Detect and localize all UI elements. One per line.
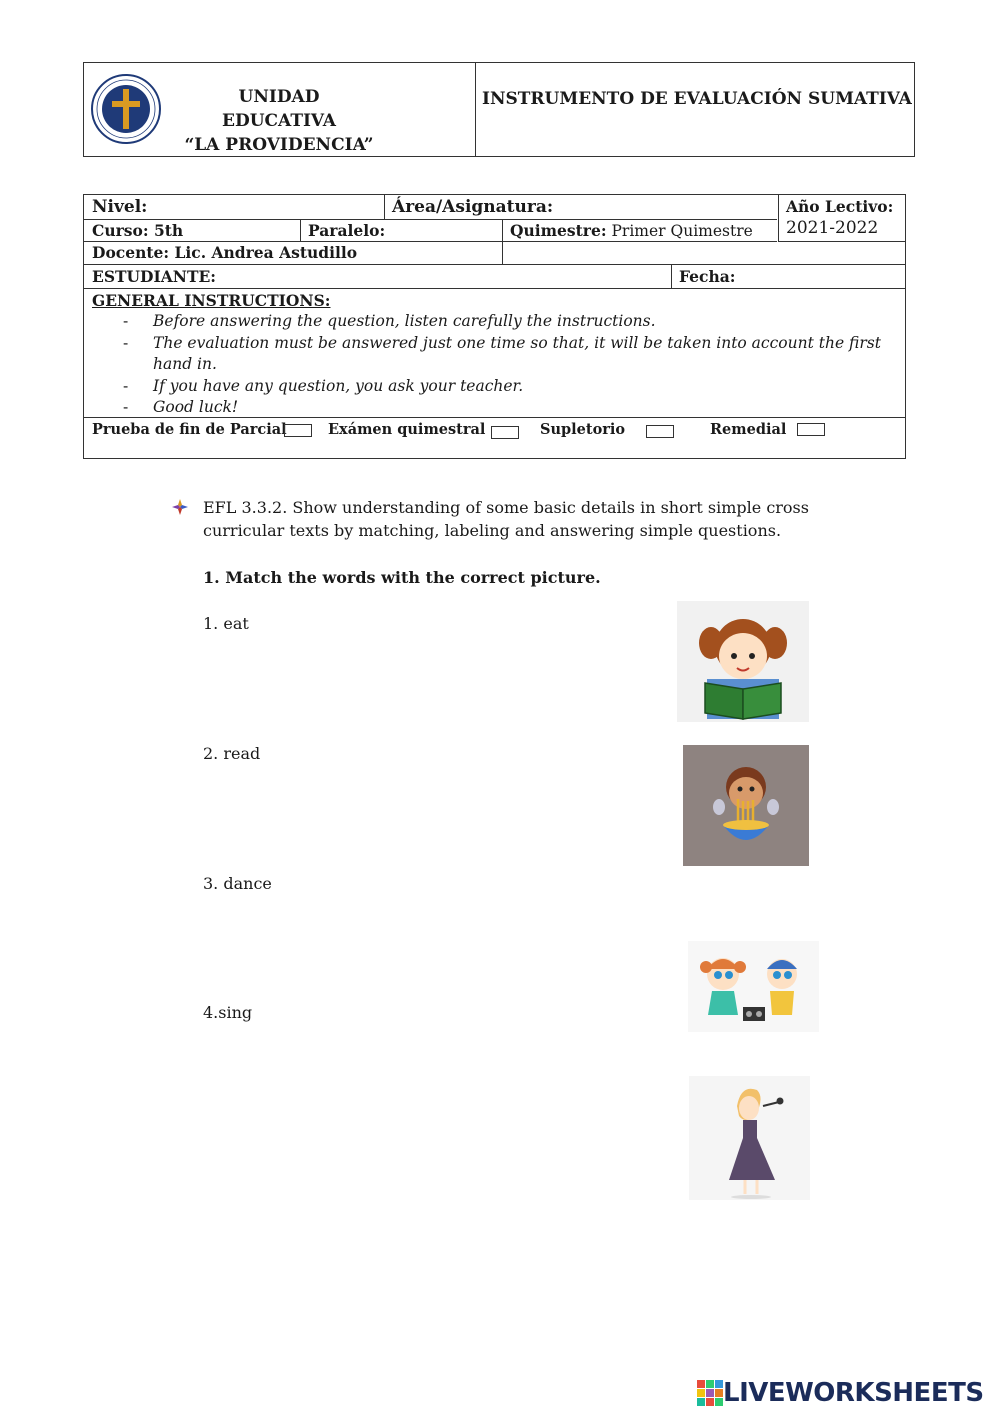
girl-reading-picture[interactable] [677, 601, 809, 722]
instruction-item: - Good luck! [92, 397, 895, 419]
school-name [184, 85, 374, 157]
document-title: INSTRUMENTO DE EVALUACIÓN SUMATIVA [482, 89, 912, 109]
header-right [476, 63, 914, 156]
row-docente [84, 242, 905, 265]
school-name-line2: “LA PROVIDENCIA” [184, 135, 374, 155]
skill-statement [172, 496, 812, 542]
quimestre-label: Quimestre: [510, 221, 607, 240]
header-box [83, 62, 915, 157]
row-line [84, 417, 905, 418]
curso-label: Curso: 5th [92, 221, 184, 240]
general-instructions [92, 291, 895, 419]
remedial-label: Remedial [710, 421, 787, 438]
school-logo [90, 73, 162, 145]
remedial-checkbox[interactable] [797, 423, 825, 436]
quimestral-checkbox[interactable] [491, 426, 519, 439]
quimestre-value: Primer Quimestre [611, 222, 753, 240]
arrow-bullet-icon [172, 499, 188, 515]
row-nivel [84, 195, 777, 220]
fecha-label: Fecha: [679, 267, 736, 286]
estudiante-label: ESTUDIANTE: [92, 267, 217, 286]
area-label: Área/Asignatura: [392, 197, 554, 217]
word-dance: 3. dance [203, 874, 272, 893]
anio-value: 2021-2022 [786, 218, 879, 238]
word-sing: 4.sing [203, 1003, 253, 1022]
school-name-line1: UNIDAD EDUCATIVA [222, 87, 336, 131]
instructions-list [92, 311, 895, 419]
quimestre-cell [502, 221, 753, 241]
instruction-item: - Before answering the question, listen carefully the instructions. [92, 311, 895, 333]
question-title: 1. Match the words with the correct picture. [203, 568, 601, 587]
quimestral-label: Exámen quimestral [328, 421, 486, 438]
liveworksheets-brand: LIVEWORKSHEETS [723, 1378, 984, 1408]
parcial-checkbox[interactable] [284, 424, 312, 437]
word-read: 2. read [203, 744, 261, 763]
girl-singing-picture[interactable] [689, 1076, 810, 1200]
supletorio-checkbox[interactable] [646, 425, 674, 438]
header-left [84, 63, 476, 156]
info-table [83, 194, 906, 459]
skill-text: EFL 3.3.2. Show understanding of some basic details in short simple cross curricular texts by matching, labeling and answering simple questions. [203, 498, 809, 540]
liveworksheets-logo-icon [697, 1380, 723, 1406]
word-eat: 1. eat [203, 614, 249, 633]
nivel-label: Nivel: [92, 197, 148, 217]
instructions-title: GENERAL INSTRUCTIONS: [92, 291, 331, 310]
paralelo-label: Paralelo: [308, 221, 386, 240]
supletorio-label: Supletorio [540, 421, 626, 438]
row-curso [84, 220, 777, 242]
parcial-label: Prueba de fin de Parcial [92, 421, 287, 438]
row-estudiante [84, 265, 905, 289]
instruction-item: - If you have any question, you ask your teacher. [92, 376, 895, 398]
docente-label: Docente: Lic. Andrea Astudillo [92, 243, 358, 262]
anio-label: Año Lectivo: [786, 197, 894, 216]
boy-eating-picture[interactable] [683, 745, 809, 866]
divider [502, 242, 503, 264]
instruction-item: - The evaluation must be answered just one time so that, it will be taken into account the first hand in. [92, 333, 895, 376]
liveworksheets-footer [697, 1378, 984, 1408]
kids-dancing-picture[interactable] [688, 941, 819, 1032]
